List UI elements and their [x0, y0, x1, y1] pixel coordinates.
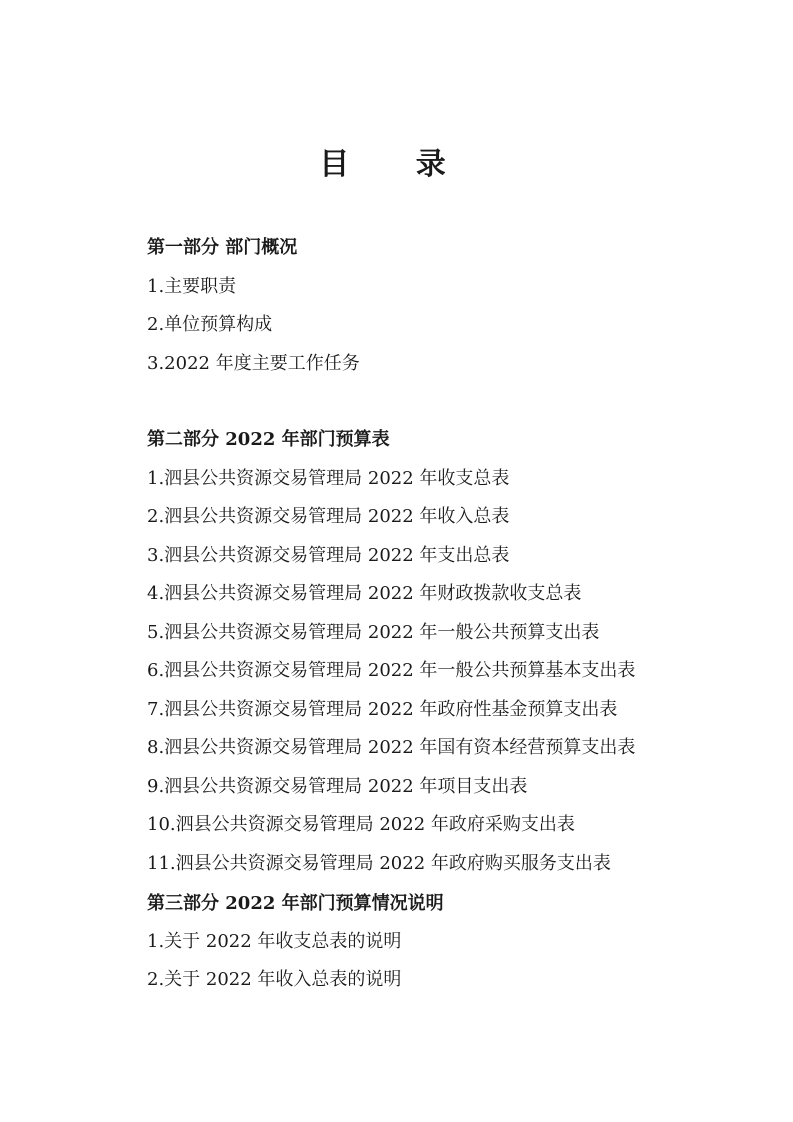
section-heading-part3: 第三部分 2022 年部门预算情况说明: [147, 893, 444, 914]
toc-item[interactable]: 3.泗县公共资源交易管理局 2022 年支出总表: [147, 545, 510, 566]
toc-item[interactable]: 5.泗县公共资源交易管理局 2022 年一般公共预算支出表: [147, 622, 600, 643]
toc-item[interactable]: 9.泗县公共资源交易管理局 2022 年项目支出表: [147, 776, 528, 797]
toc-item[interactable]: 10.泗县公共资源交易管理局 2022 年政府采购支出表: [147, 814, 575, 835]
toc-item[interactable]: 8.泗县公共资源交易管理局 2022 年国有资本经营预算支出表: [147, 737, 636, 758]
toc-item[interactable]: 2.单位预算构成: [147, 314, 273, 335]
toc-item[interactable]: 1.泗县公共资源交易管理局 2022 年收支总表: [147, 468, 510, 489]
toc-item[interactable]: 2.泗县公共资源交易管理局 2022 年收入总表: [147, 506, 510, 527]
toc-item[interactable]: 3.2022 年度主要工作任务: [147, 353, 360, 374]
toc-item[interactable]: 6.泗县公共资源交易管理局 2022 年一般公共预算基本支出表: [147, 660, 636, 681]
toc-item[interactable]: 1.关于 2022 年收支总表的说明: [147, 931, 402, 952]
toc-item[interactable]: 1.主要职责: [147, 276, 237, 297]
page-title: 目 录: [319, 147, 474, 182]
section-heading-part2: 第二部分 2022 年部门预算表: [147, 429, 390, 450]
toc-item[interactable]: 2.关于 2022 年收入总表的说明: [147, 969, 402, 990]
toc-item[interactable]: 11.泗县公共资源交易管理局 2022 年政府购买服务支出表: [147, 853, 611, 874]
section-heading-part1: 第一部分 部门概况: [147, 237, 298, 258]
toc-item[interactable]: 4.泗县公共资源交易管理局 2022 年财政拨款收支总表: [147, 583, 582, 604]
toc-item[interactable]: 7.泗县公共资源交易管理局 2022 年政府性基金预算支出表: [147, 699, 618, 720]
